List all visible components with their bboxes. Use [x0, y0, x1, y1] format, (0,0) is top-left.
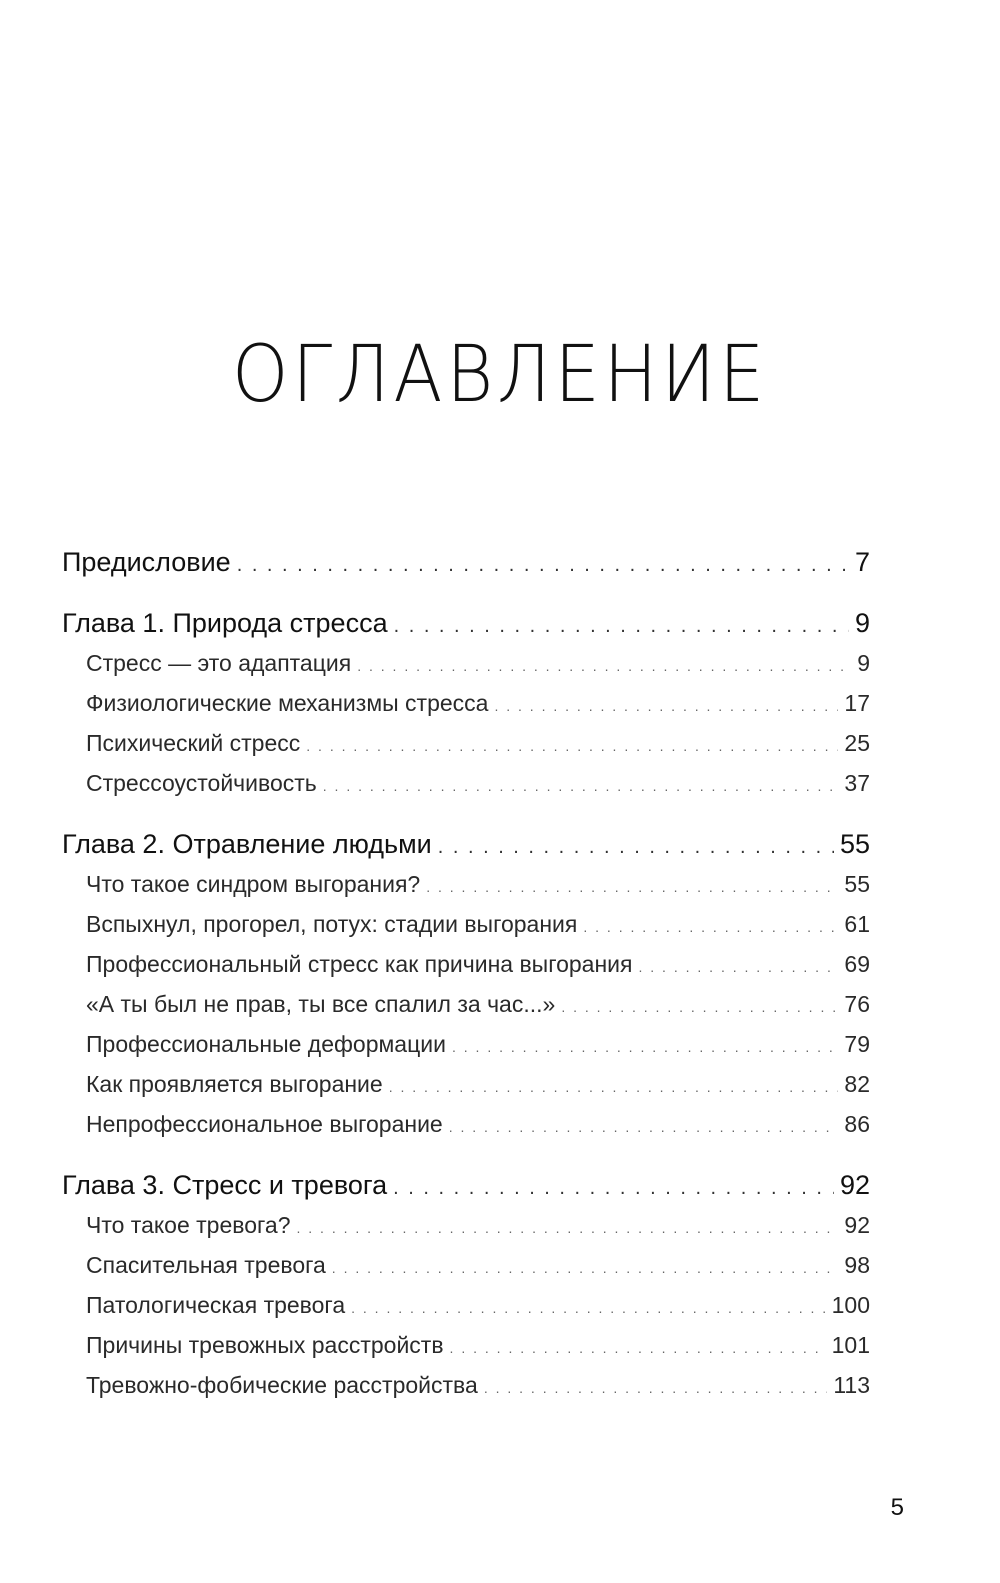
toc-section-label: «А ты был не прав, ты все спалил за час...»: [86, 991, 556, 1017]
toc-section[interactable]: [62, 864, 870, 904]
leader-dots: [452, 1027, 838, 1067]
leader-dots: [323, 766, 839, 806]
page-number: 5: [890, 1494, 904, 1521]
toc-chapter-page: 9: [854, 608, 870, 638]
leader-dots: [449, 1107, 839, 1147]
leader-dots: [389, 1067, 839, 1107]
toc-chapter-1[interactable]: [62, 603, 870, 643]
toc-chapter-label: Глава 3. Стресс и тревога: [62, 1170, 388, 1200]
toc-section-label: Стресс — это адаптация: [86, 650, 352, 676]
toc-section[interactable]: [62, 1205, 870, 1245]
leader-dots: [450, 1328, 826, 1368]
toc-section-label: Как проявляется выгорание: [86, 1071, 383, 1097]
toc-section-page: 100: [831, 1292, 870, 1318]
toc-section-label: Психический стресс: [86, 730, 301, 756]
toc-section-page: 92: [844, 1212, 870, 1238]
toc-section-page: 61: [844, 911, 870, 937]
toc-section-page: 98: [844, 1252, 870, 1278]
toc-section[interactable]: [62, 984, 870, 1024]
toc-entry-label: Предисловие: [62, 547, 231, 577]
toc-section[interactable]: [62, 1064, 870, 1104]
toc-section-page: 113: [833, 1372, 870, 1398]
leader-dots: [394, 606, 849, 646]
toc-section-label: Стрессоустойчивость: [86, 770, 317, 796]
leader-dots: [306, 726, 838, 766]
toc-section[interactable]: [62, 1024, 870, 1064]
leader-dots: [237, 545, 849, 585]
toc-section-label: Профессиональный стресс как причина выгорания: [86, 951, 633, 977]
toc-section[interactable]: [62, 683, 870, 723]
toc-chapter-page: 55: [839, 829, 870, 859]
toc-section[interactable]: [62, 944, 870, 984]
toc-section-page: 79: [844, 1031, 870, 1057]
toc-preface[interactable]: [62, 542, 870, 582]
toc-section-label: Непрофессиональное выгорание: [86, 1111, 443, 1137]
leader-dots: [438, 827, 834, 867]
toc-section-label: Спасительная тревога: [86, 1252, 326, 1278]
toc-section[interactable]: [62, 1104, 870, 1144]
toc-section-label: Причины тревожных расстройств: [86, 1332, 444, 1358]
toc-chapter-2[interactable]: [62, 824, 870, 864]
leader-dots: [296, 1208, 838, 1248]
toc-section-page: 76: [844, 991, 870, 1017]
toc-chapter-label: Глава 1. Природа стресса: [62, 608, 388, 638]
toc-section[interactable]: [62, 763, 870, 803]
toc-section-label: Физиологические механизмы стресса: [86, 690, 489, 716]
leader-dots: [332, 1248, 839, 1288]
toc-chapter-label: Глава 2. Отравление людьми: [62, 829, 432, 859]
leader-dots: [484, 1368, 828, 1408]
toc-section-label: Профессиональные деформации: [86, 1031, 446, 1057]
toc-section-page: 25: [844, 730, 870, 756]
leader-dots: [494, 686, 838, 726]
toc-chapter-page: 92: [839, 1170, 870, 1200]
toc-section-label: Вспыхнул, прогорел, потух: стадии выгорания: [86, 911, 578, 937]
toc-section[interactable]: [62, 1365, 870, 1405]
leader-dots: [393, 1168, 834, 1208]
leader-dots: [583, 907, 838, 947]
toc-section-page: 82: [844, 1071, 870, 1097]
leader-dots: [357, 646, 851, 686]
leader-dots: [426, 867, 838, 907]
toc-section-page: 86: [844, 1111, 870, 1137]
toc-section-page: 37: [844, 770, 870, 796]
toc-section[interactable]: [62, 1245, 870, 1285]
toc-chapter-3[interactable]: [62, 1165, 870, 1205]
toc-section-page: 69: [844, 951, 870, 977]
leader-dots: [638, 947, 838, 987]
leader-dots: [351, 1288, 826, 1328]
toc-section-page: 9: [857, 650, 870, 676]
toc-entry-page: 7: [854, 547, 870, 577]
toc-section-page: 17: [844, 690, 870, 716]
leader-dots: [561, 987, 838, 1027]
toc-section[interactable]: [62, 1285, 870, 1325]
toc-section-page: 55: [844, 871, 870, 897]
table-of-contents: [62, 542, 870, 1405]
toc-section-label: Что такое тревога?: [86, 1212, 291, 1238]
toc-section-label: Тревожно-фобические расстройства: [86, 1372, 478, 1398]
toc-section-label: Что такое синдром выгорания?: [86, 871, 421, 897]
toc-section[interactable]: [62, 643, 870, 683]
page-title: ОГЛАВЛЕНИЕ: [231, 330, 769, 420]
toc-section[interactable]: [62, 1325, 870, 1365]
toc-section-page: 101: [831, 1332, 870, 1358]
toc-section[interactable]: [62, 904, 870, 944]
toc-section[interactable]: [62, 723, 870, 763]
toc-section-label: Патологическая тревога: [86, 1292, 346, 1318]
